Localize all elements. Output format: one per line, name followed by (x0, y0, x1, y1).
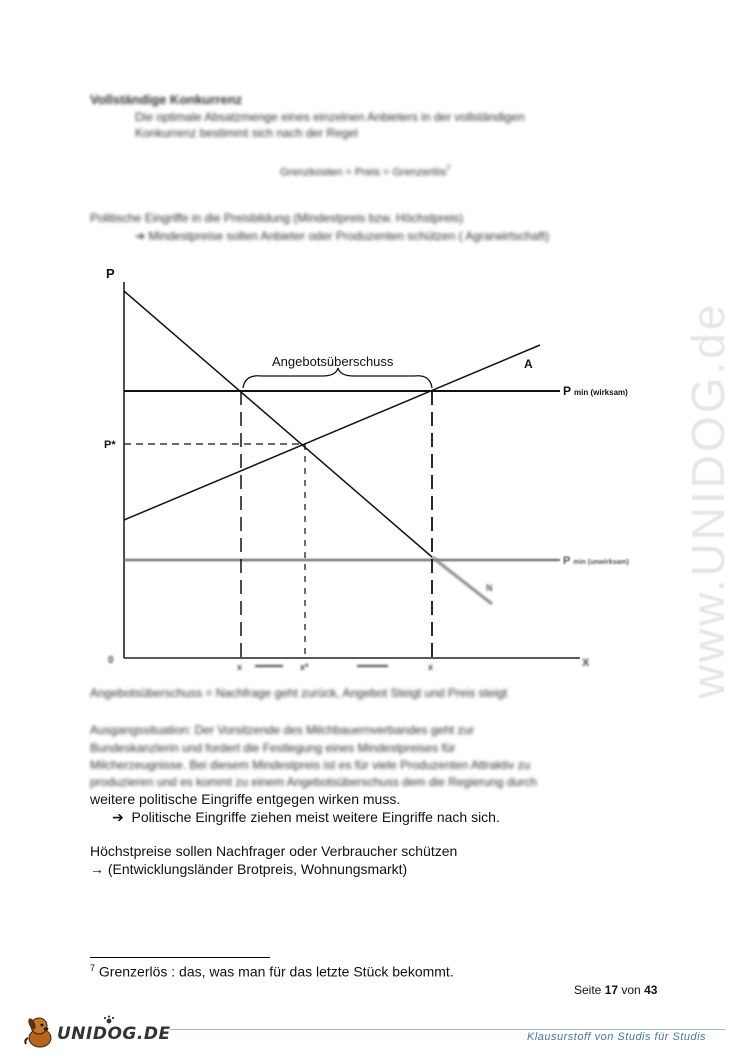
arrow-right-icon: ➔ (135, 229, 146, 243)
demand-curve (124, 291, 432, 557)
x-tick-supplied: x (428, 662, 434, 672)
situation-last-line: weitere politische Eingriffe entgegen wirken muss. (90, 791, 401, 807)
footer-divider (170, 1029, 725, 1030)
situation-line-3: Milcherzeugnisse. Bei diesem Mindestpreis ist es für viele Produzenten Attraktiv zu (90, 758, 531, 772)
formula-footnote-ref: 7 (446, 164, 451, 173)
demand-curve-label: N (486, 583, 493, 593)
footnote: $^7$ Grenzerlös : das, was man für das letzte Stück bekommt. (90, 963, 454, 980)
watermark: www.UNIDOG.de (682, 301, 734, 699)
situation-line-4: produzieren und es kommt zu einem Angebotsüberschuss dem die Regierung durch (90, 775, 537, 789)
min-price-ineffective-label: Pmin (unwirksam) (563, 555, 629, 567)
intro-line-1: Die optimale Absatzmenge eines einzelnen Anbieters in der vollständigen (135, 110, 525, 124)
consequence-bullet: ➔ Politische Eingriffe ziehen meist weitere Eingriffe nach sich. (112, 809, 500, 825)
surplus-effect-text: Angebotsüberschuss = Nachfrage geht zurück, Angebot Steigt und Preis steigt (90, 686, 508, 700)
footer-tagline: Klausurstoff von Studis für Studis (527, 1031, 707, 1043)
interventions-title: Politische Eingriffe in die Preisbildung (Mindestpreis bzw. Höchstpreis) (90, 211, 464, 225)
min-price-effective-label: Pmin (wirksam) (563, 384, 628, 398)
footnote-divider (90, 957, 270, 958)
demand-curve-extension (432, 557, 492, 604)
arrow-right-icon: ➔ (112, 809, 124, 825)
surplus-brace (243, 368, 432, 388)
x-tick-demanded: x (237, 662, 243, 672)
equilibrium-price-label: P* (104, 439, 116, 451)
supply-curve (124, 345, 540, 520)
x-tick-equilibrium: x* (300, 662, 309, 672)
formula: Grenzkosten = Preis = Grenzerlös$^7$ (280, 164, 451, 179)
y-axis-label: P (106, 266, 115, 281)
surplus-label: Angebotsüberschuss (272, 354, 394, 369)
max-price-line-2: → (Entwicklungsländer Brotpreis, Wohnungsmarkt) (90, 861, 408, 877)
section-heading: Vollständige Konkurrenz (90, 92, 243, 107)
page-number: Seite 17 von 43 (574, 983, 658, 997)
origin-label: 0 (108, 655, 114, 666)
logo-text: UNIDOG.DE (57, 1024, 171, 1044)
intro-line-2: Konkurrenz bestimmt sich nach der Regel (135, 126, 358, 140)
price-control-diagram (90, 255, 680, 680)
situation-line-2: Bundeskanzlerin und fordert die Festlegung eines Mindestpreises für (90, 741, 456, 755)
x-axis-label: X (582, 657, 590, 669)
situation-line-1: Ausgangssituation: Der Vorsitzende des Milchbauernverbandes geht zur (90, 723, 475, 737)
max-price-line-1: Höchstpreise sollen Nachfrager oder Verbraucher schützen (90, 843, 458, 859)
interventions-bullet: ➔ Mindestpreise sollen Anbieter oder Produzenten schützen ( Agrarwirtschaft) (135, 229, 550, 243)
supply-curve-label: A (524, 357, 533, 371)
